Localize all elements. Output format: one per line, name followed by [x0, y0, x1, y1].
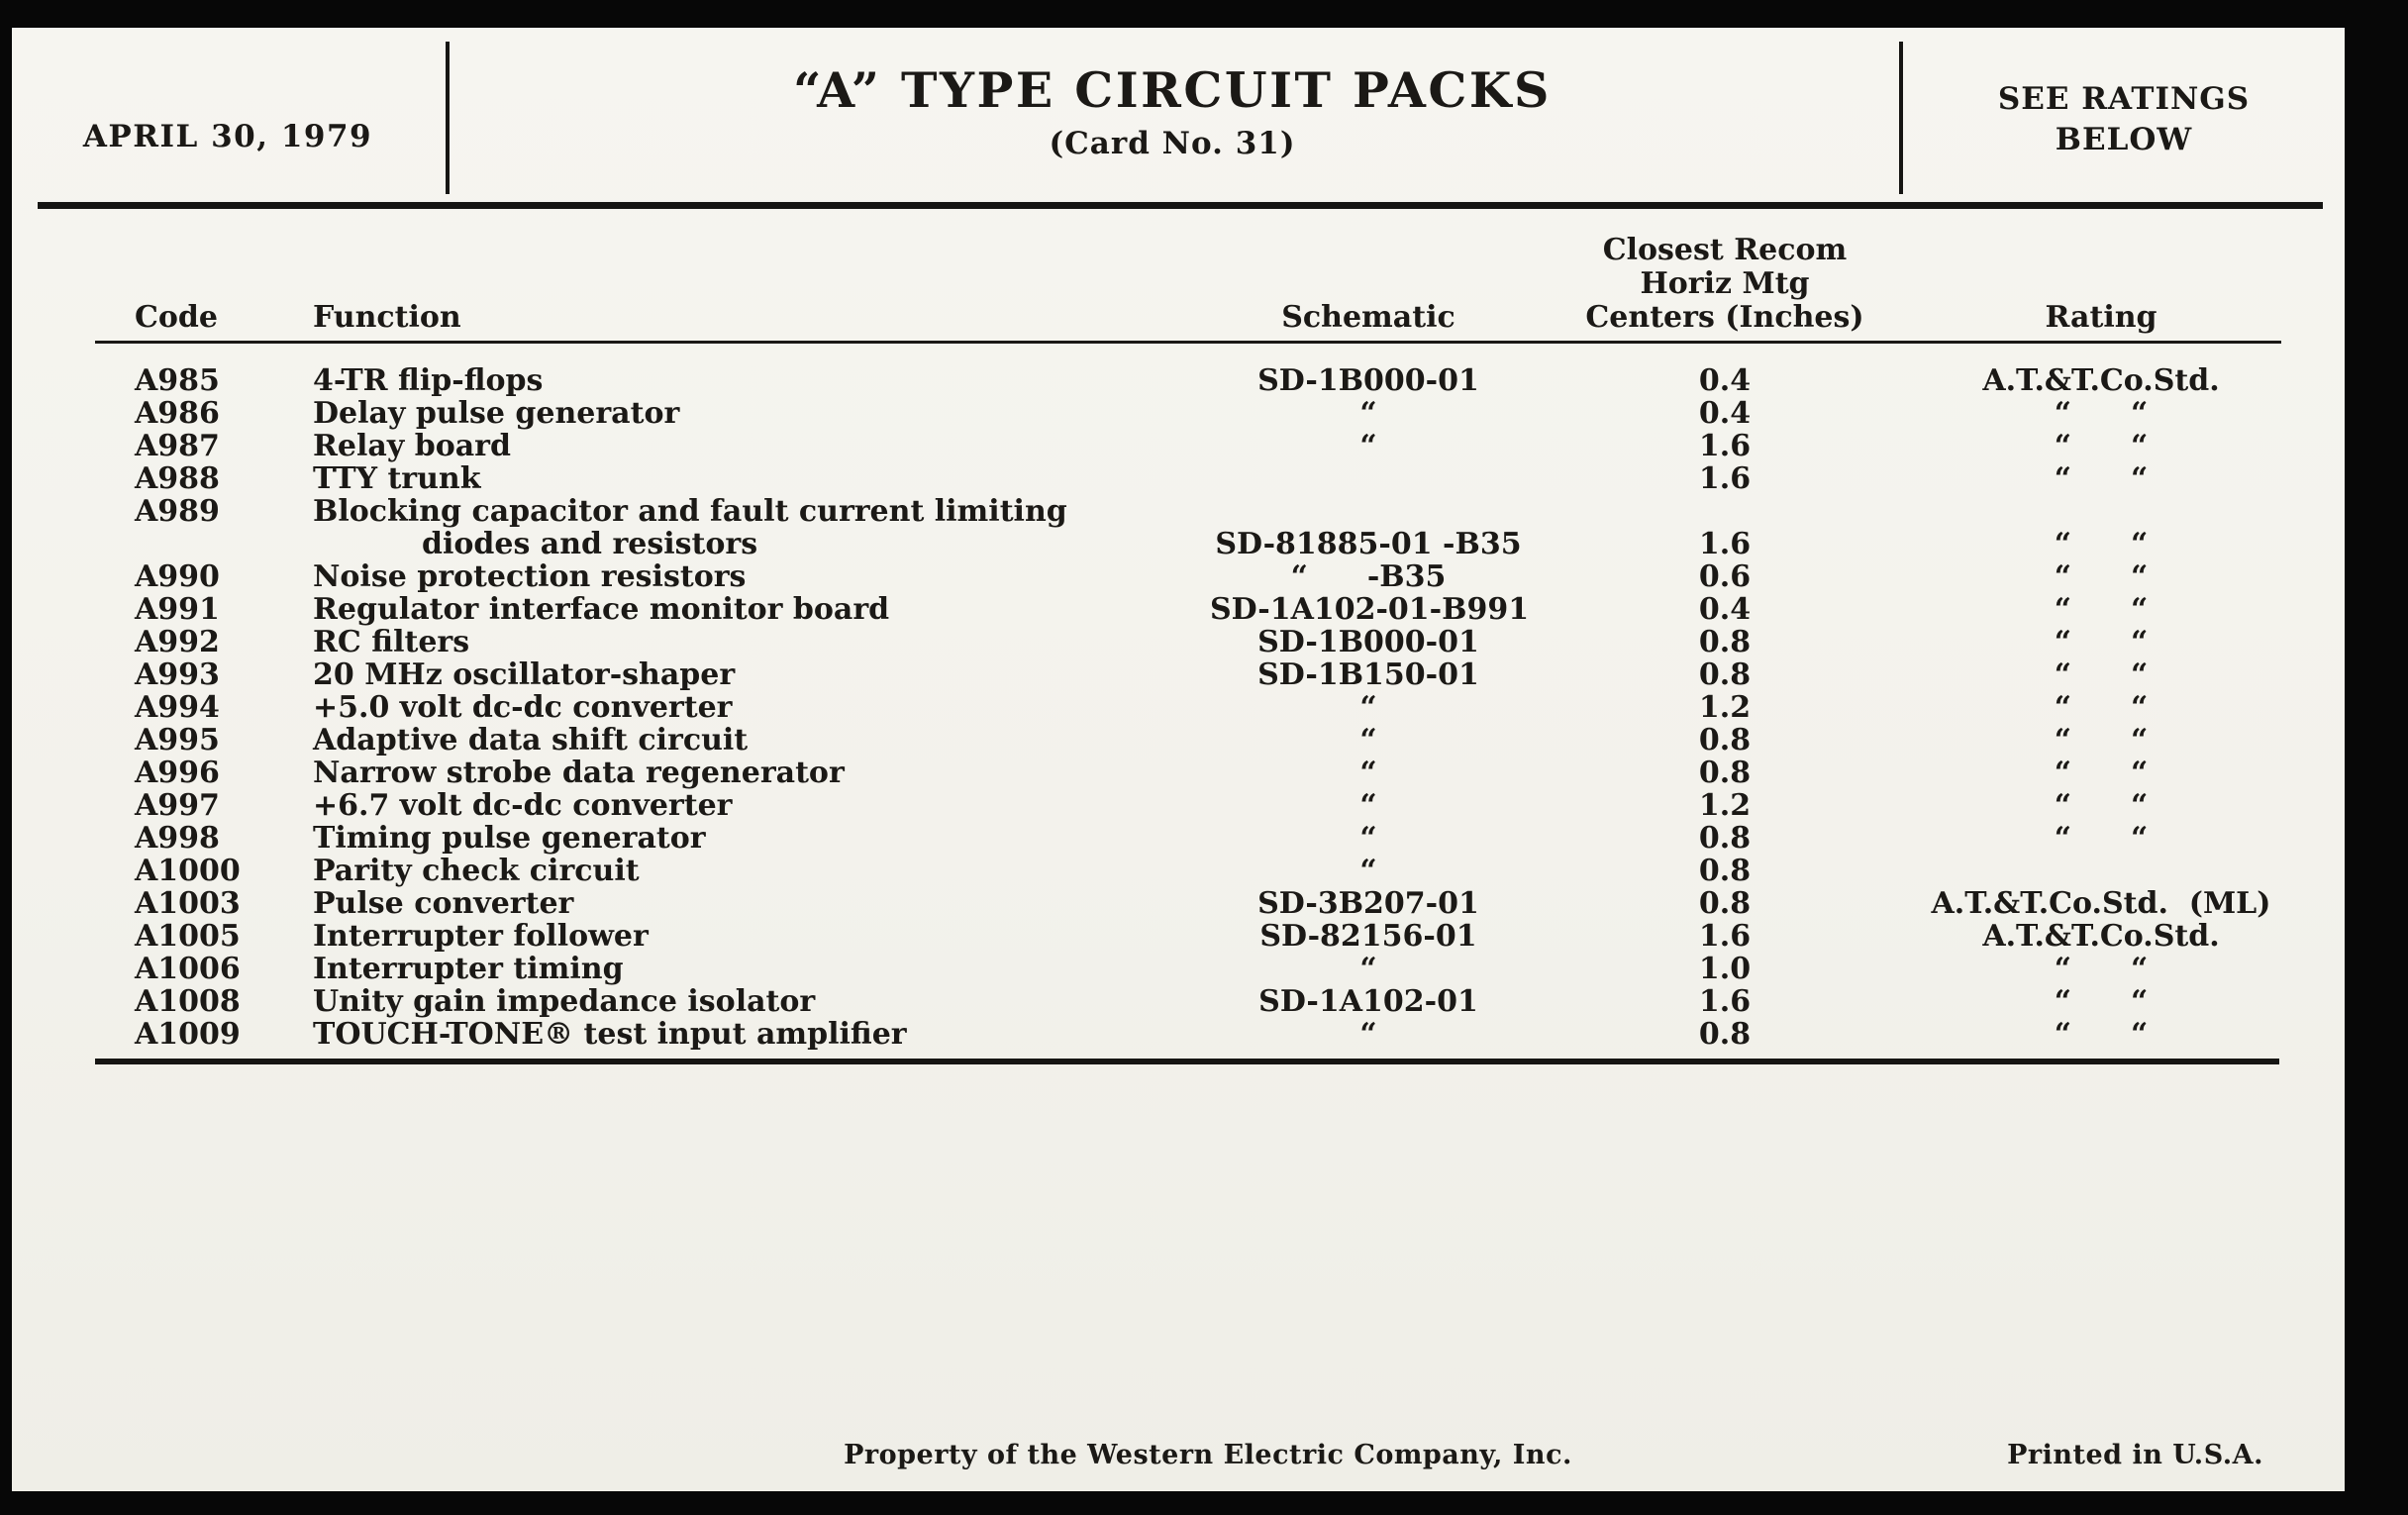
header-rule — [38, 202, 2323, 209]
cell-rating — [1923, 855, 2279, 887]
page-title: “A” TYPE CIRCUIT PACKS — [793, 61, 1552, 119]
table-row — [12, 920, 2345, 953]
cell-rating: “ “ — [2054, 1017, 2149, 1052]
cell-rating: “ “ — [2054, 461, 2149, 496]
cell-code: A1009 — [135, 1017, 241, 1052]
cell-centers: 0.4 — [1698, 592, 1752, 627]
column-header-centers-line2: Horiz Mtg — [1640, 266, 1810, 301]
cell-centers: 1.6 — [1698, 429, 1752, 463]
cell-centers: 1.6 — [1698, 919, 1752, 954]
cell-centers: 0.8 — [1698, 625, 1752, 659]
cell-function: +6.7 volt dc-dc converter — [313, 788, 733, 823]
cell-rating: “ “ — [2054, 788, 2149, 823]
cell-code: A1008 — [135, 984, 241, 1019]
cell-function: Interrupter follower — [313, 919, 649, 954]
cell-code: A1000 — [135, 854, 241, 888]
cell-function: Adaptive data shift circuit — [313, 723, 749, 758]
cell-schematic: SD-3B207-01 — [1257, 886, 1479, 921]
column-header-code: Code — [135, 300, 218, 335]
table-column-headers — [12, 214, 2345, 335]
cell-rating: “ “ — [2054, 527, 2149, 561]
cell-function: Narrow strobe data regenerator — [313, 756, 845, 790]
cell-schematic: SD-1A102-01 — [1258, 984, 1478, 1019]
cell-centers — [1527, 495, 1923, 528]
cell-rating: A.T.&T.Co.Std. (ML) — [1931, 886, 2271, 921]
column-header-centers-line3: Centers (Inches) — [1585, 300, 1864, 335]
ratings-note — [1903, 79, 2345, 160]
cell-function: TTY trunk — [313, 461, 481, 496]
column-header-rule — [95, 341, 2281, 344]
cell-code: A990 — [135, 559, 220, 594]
cell-schematic: “ — [1359, 1017, 1377, 1052]
cell-function: 20 MHz oscillator-shaper — [313, 657, 736, 692]
cell-schematic: “ — [1359, 723, 1377, 758]
cell-rating: “ “ — [2054, 559, 2149, 594]
cell-function: Unity gain impedance isolator — [313, 984, 816, 1019]
table-row — [12, 560, 2345, 593]
cell-centers: 0.4 — [1698, 363, 1752, 398]
cell-schematic: SD-1B000-01 — [1257, 625, 1479, 659]
cell-rating: A.T.&T.Co.Std. — [1982, 919, 2220, 954]
table-row — [12, 691, 2345, 724]
cell-code: A985 — [135, 363, 220, 398]
cell-schematic: SD-1B000-01 — [1257, 363, 1479, 398]
cell-schematic: “ — [1359, 756, 1377, 790]
cell-code: A996 — [135, 756, 220, 790]
cell-schematic: SD-1B150-01 — [1257, 657, 1479, 692]
column-header-centers-line1: Closest Recom — [1602, 233, 1848, 267]
cell-code: A992 — [135, 625, 220, 659]
table-rows — [12, 364, 2345, 1051]
cell-code — [135, 528, 313, 560]
cell-function: Relay board — [313, 429, 511, 463]
date-label: APRIL 30, 1979 — [82, 119, 373, 154]
cell-schematic: “ — [1359, 396, 1377, 431]
column-header-rating: Rating — [2045, 300, 2157, 335]
document-page — [12, 28, 2345, 1491]
cell-schematic: “ -B35 — [1290, 559, 1447, 594]
cell-centers: 0.6 — [1698, 559, 1752, 594]
table-row — [12, 495, 2345, 528]
column-header-schematic: Schematic — [1281, 300, 1455, 335]
cell-rating: “ “ — [2054, 592, 2149, 627]
table-row — [12, 822, 2345, 855]
cell-schematic — [1210, 462, 1527, 495]
cell-rating — [1923, 495, 2279, 528]
ratings-note-line1: SEE RATINGS — [1997, 81, 2251, 117]
page-subtitle: (Card No. 31) — [1049, 126, 1296, 161]
cell-code: A1006 — [135, 952, 241, 986]
cell-centers: 0.4 — [1698, 396, 1752, 431]
cell-function: Timing pulse generator — [313, 821, 706, 856]
table-row — [12, 985, 2345, 1018]
table-row — [12, 724, 2345, 757]
table-row — [12, 658, 2345, 691]
cell-schematic: “ — [1359, 952, 1377, 986]
cell-schematic: “ — [1359, 788, 1377, 823]
cell-centers: 0.8 — [1698, 854, 1752, 888]
table-row — [12, 397, 2345, 430]
cell-centers: 0.8 — [1698, 723, 1752, 758]
cell-rating: “ “ — [2054, 952, 2149, 986]
cell-function: Pulse converter — [313, 886, 574, 921]
cell-code: A987 — [135, 429, 220, 463]
cell-rating: “ “ — [2054, 821, 2149, 856]
cell-centers: 1.2 — [1698, 690, 1752, 725]
cell-schematic: “ — [1359, 821, 1377, 856]
cell-code: A1005 — [135, 919, 241, 954]
cell-rating: “ “ — [2054, 625, 2149, 659]
cell-centers: 1.0 — [1698, 952, 1752, 986]
cell-code: A997 — [135, 788, 220, 823]
cell-code: A1003 — [135, 886, 241, 921]
cell-centers: 1.6 — [1698, 984, 1752, 1019]
cell-centers: 0.8 — [1698, 886, 1752, 921]
cell-centers: 1.6 — [1698, 461, 1752, 496]
cell-rating: “ “ — [2054, 396, 2149, 431]
cell-schematic: SD-82156-01 — [1259, 919, 1477, 954]
cell-function: Parity check circuit — [313, 854, 640, 888]
table-row — [12, 887, 2345, 920]
property-note: Property of the Western Electric Company, Inc. — [844, 1440, 1572, 1470]
table-bottom-rule — [95, 1059, 2279, 1064]
cell-centers: 1.2 — [1698, 788, 1752, 823]
cell-code: A994 — [135, 690, 220, 725]
cell-centers: 0.8 — [1698, 821, 1752, 856]
cell-schematic — [1210, 495, 1527, 528]
cell-rating: “ “ — [2054, 429, 2149, 463]
cell-function: Noise protection resistors — [313, 559, 747, 594]
cell-rating: “ “ — [2054, 756, 2149, 790]
cell-schematic: “ — [1359, 690, 1377, 725]
table-row — [12, 593, 2345, 626]
table-row — [12, 757, 2345, 789]
cell-function: TOUCH-TONE® test input amplifier — [313, 1017, 907, 1052]
cell-centers: 1.6 — [1698, 527, 1752, 561]
column-header-function: Function — [313, 300, 461, 335]
cell-rating: “ “ — [2054, 723, 2149, 758]
table-row — [12, 1018, 2345, 1051]
cell-function: diodes and resistors — [422, 527, 758, 561]
cell-function: Regulator interface monitor board — [313, 592, 890, 627]
cell-centers: 0.8 — [1698, 657, 1752, 692]
cell-schematic: “ — [1359, 854, 1377, 888]
cell-code: A998 — [135, 821, 220, 856]
table-row — [12, 462, 2345, 495]
cell-function: +5.0 volt dc-dc converter — [313, 690, 733, 725]
cell-schematic: SD-81885-01 -B35 — [1215, 527, 1522, 561]
table-row — [12, 626, 2345, 658]
cell-centers: 0.8 — [1698, 756, 1752, 790]
cell-function: Interrupter timing — [313, 952, 624, 986]
table-row — [12, 855, 2345, 887]
cell-code: A993 — [135, 657, 220, 692]
cell-code: A991 — [135, 592, 220, 627]
cell-schematic: “ — [1359, 429, 1377, 463]
page-header — [12, 28, 2345, 202]
table-row — [12, 364, 2345, 397]
cell-function: RC filters — [313, 625, 470, 659]
cell-code: A995 — [135, 723, 220, 758]
cell-function: Blocking capacitor and fault current limiting — [313, 494, 1067, 529]
title-block — [450, 61, 1895, 161]
cell-rating: “ “ — [2054, 657, 2149, 692]
cell-code: A988 — [135, 461, 220, 496]
cell-schematic: SD-1A102-01-B991 — [1210, 592, 1530, 627]
cell-function: Delay pulse generator — [313, 396, 680, 431]
table-row — [12, 953, 2345, 985]
cell-code: A986 — [135, 396, 220, 431]
table-row — [12, 789, 2345, 822]
column-header-centers — [1527, 234, 1923, 335]
cell-rating: “ “ — [2054, 984, 2149, 1019]
cell-centers: 0.8 — [1698, 1017, 1752, 1052]
table-row — [12, 528, 2345, 560]
cell-rating: A.T.&T.Co.Std. — [1982, 363, 2220, 398]
cell-rating: “ “ — [2054, 690, 2149, 725]
cell-code: A989 — [135, 494, 220, 529]
table-row — [12, 430, 2345, 462]
printed-note: Printed in U.S.A. — [2007, 1440, 2263, 1470]
ratings-note-line2: BELOW — [2055, 122, 2193, 157]
cell-function: 4-TR flip-flops — [313, 363, 544, 398]
